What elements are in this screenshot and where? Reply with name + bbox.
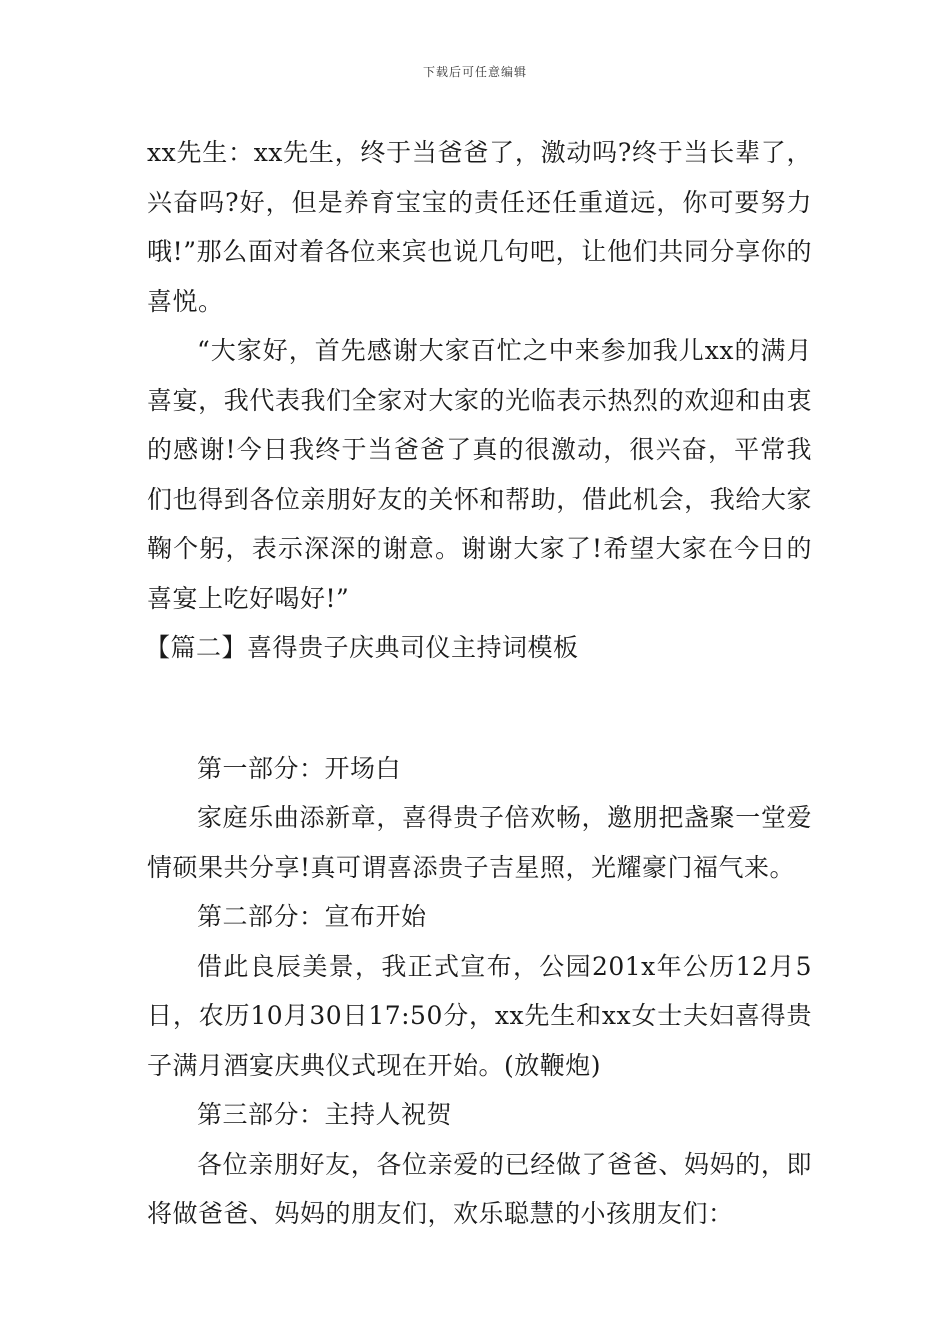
part1-heading: 第一部分：开场白 (197, 753, 402, 783)
part3-text: 各位亲朋好友，各位亲爱的已经做了爸爸、妈妈的，即将做爸爸、妈妈的朋友们，欢乐聪慧的小孩朋友们： (147, 1149, 812, 1228)
part2-heading: 第二部分：宣布开始 (197, 902, 427, 931)
section-title: 【篇二】喜得贵子庆典司仪主持词模板 (145, 633, 579, 662)
part3-heading: 第三部分：主持人祝贺 (197, 1100, 453, 1129)
page-header: 下载后可任意编辑 (422, 65, 527, 79)
part2-text: 借此良辰美景，我正式宣布，公园201x年公历12月5日，农历10月30日17:50分，xx先生和xx女士夫妇喜得贵子满月酒宴庆典仪式现在开始。(放鞭炮) (147, 951, 812, 1080)
part1-text: 家庭乐曲添新章，喜得贵子倍欢畅，邀朋把盏聚一堂爱情硕果共分享!真可谓喜添贵子吉星照，光耀豪门福气来。 (147, 803, 812, 882)
paragraph-congrats: xx先生：xx先生，终于当爸爸了，激动吗?终于当长辈了，兴奋吗?好，但是养育宝宝的责任还任重道远，你可要努力哦!”那么面对着各位来宾也说几句吧，让他们共同分享你的喜悦。 (147, 138, 812, 316)
section-spacer (147, 673, 812, 744)
document-body (147, 128, 812, 1239)
paragraph-father-speech: “大家好，首先感谢大家百忙之中来参加我儿xx的满月喜宴，我代表我们全家对大家的光临表示热烈的欢迎和由衷的感谢!今日我终于当爸爸了真的很激动，很兴奋，平常我们也得到各位亲朋好友的关怀和帮助，借此机会，我给大家鞠个躬，表示深深的谢意。谢谢大家了!希望大家在今日的喜宴上吃好喝好!” (147, 336, 812, 613)
